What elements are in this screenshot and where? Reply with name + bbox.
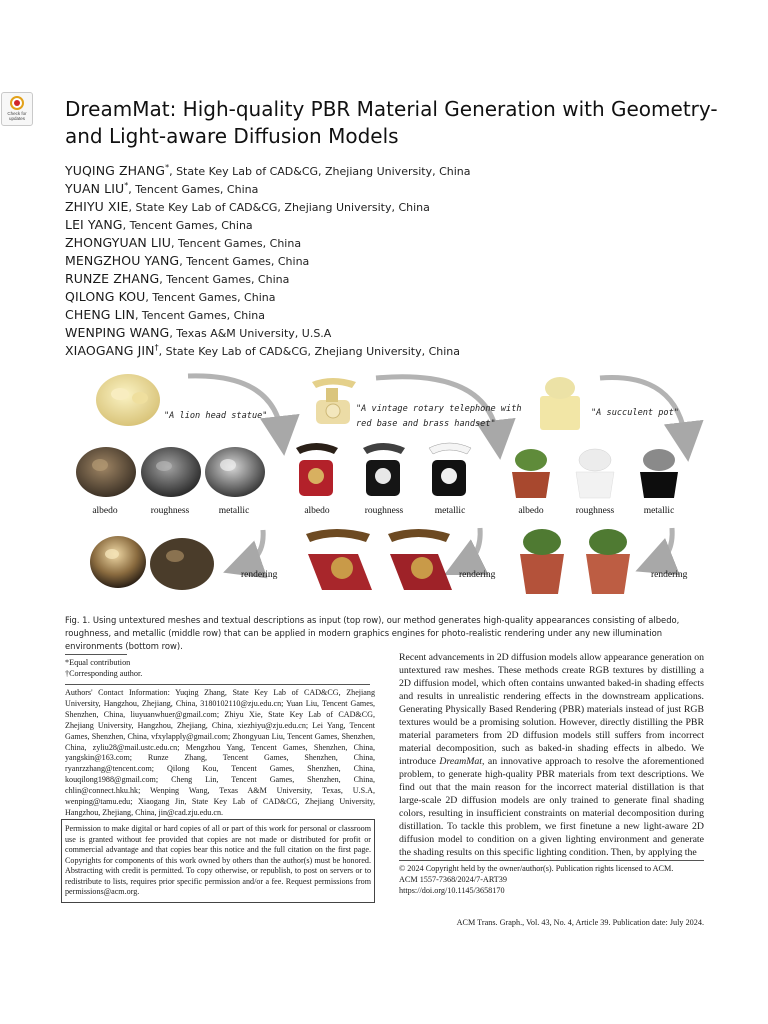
- phone-roughness: [363, 443, 405, 496]
- abstract: [399, 651, 704, 859]
- badge-text: [7, 111, 26, 121]
- author-affiliation: , Tencent Games, China: [122, 219, 253, 232]
- author-mark: *: [165, 163, 170, 172]
- phone-albedo: [296, 443, 338, 496]
- author-name: YUQING ZHANG: [65, 163, 166, 178]
- author-entry: [65, 213, 725, 231]
- author-affiliation: , Tencent Games, China: [179, 255, 310, 268]
- author-entry: [65, 285, 725, 303]
- prompt-lion: [164, 409, 267, 424]
- doi-link[interactable]: https://doi.org/10.1145/3658170: [399, 885, 505, 895]
- author-name: WENPING WANG: [65, 325, 170, 340]
- prompt-succulent: [591, 406, 679, 421]
- abstract-part1: Recent advancements in 2D diffusion models allow appearance generation on untextured raw meshes. These methods create RGB textures by distilling a 2D diffusion model, which often contains unwanted baked-in shading effects and results in unrealistic rendering effects in the downstream applications. Generating Physically Based Rendering (PBR) materials instead of just RGB textures would be a promising solution. However, directly distilling the PBR material parameters from 2D diffusion models still suffers from incorrect material decomposition, such as baked-in shading effects in albedo. We introduce: [399, 652, 704, 767]
- label-albedo-lion: albedo: [92, 506, 118, 516]
- author-name: RUNZE ZHANG: [65, 271, 160, 286]
- author-entry: [65, 321, 725, 339]
- succulent-roughness: [576, 449, 614, 498]
- lion-render-1: [90, 536, 146, 588]
- paper-title: DreamMat: High-quality PBR Material Generation with Geometry- and Light-aware Diffusion Models: [65, 97, 718, 148]
- author-affiliation: , State Key Lab of CAD&CG, Zhejiang University, China: [169, 165, 471, 178]
- label-metallic-phone: metallic: [434, 506, 466, 516]
- succulent-albedo: [512, 449, 550, 498]
- permission-notice: [61, 819, 375, 903]
- prompt-lion-line1: "A lion head statue": [164, 411, 268, 421]
- lion-arrow-bottom: [242, 530, 263, 566]
- copyright-block: [399, 864, 704, 896]
- author-mark: †: [154, 343, 159, 352]
- badge-text-line1: Check for: [7, 111, 27, 116]
- author-mark: *: [124, 181, 129, 190]
- contact-rule: [65, 684, 370, 685]
- author-entry: [65, 195, 725, 213]
- author-affiliation: , State Key Lab of CAD&CG, Zhejiang University, China: [158, 345, 461, 358]
- author-affiliation: , Tencent Games, China: [170, 237, 302, 250]
- author-entry: [65, 339, 725, 357]
- author-affiliation: , State Key Lab of CAD&CG, Zhejiang University, China: [128, 201, 430, 214]
- author-name: MENGZHOU YANG: [65, 253, 180, 268]
- prompt-telephone-line2: red base and brass handset": [356, 419, 496, 429]
- copyright-line: © 2024 Copyright held by the owner/author(s). Publication rights licensed to ACM.: [399, 864, 674, 873]
- author-entry: [65, 177, 725, 195]
- label-rendering-succulent: rendering: [651, 570, 688, 580]
- author-name: XIAOGANG JIN: [65, 343, 155, 358]
- phone-input-mesh: [312, 378, 356, 424]
- succulent-render-2: [586, 529, 630, 594]
- acm-issn-line: ACM 1557-7368/2024/7-ART39: [399, 874, 507, 884]
- lion-albedo: [76, 447, 136, 497]
- author-entry: [65, 159, 725, 177]
- succulent-metallic: [640, 449, 678, 498]
- permission-text: Permission to make digital or hard copies of all or part of this work for personal or classroom use is granted without fee provided that copies are not made or distributed for profit or commercial advantage and that copies bear this notice and the full citation on the first page. Copyrights for components of this work owned by others than the author(s) must be honored. Abstracting with credit is permitted. To copy otherwise, or republish, to post on servers or to redistribute to lists, requires prior specific permission and/or a fee. Request permissions from permissions@acm.org.: [65, 824, 371, 896]
- author-entry: [65, 231, 725, 249]
- succulent-render-1: [520, 529, 564, 594]
- phone-render-1: [306, 529, 372, 590]
- copyright-rule: [399, 860, 704, 861]
- succulent-arrow-bottom: [654, 528, 672, 564]
- label-rendering-phone: rendering: [459, 570, 496, 580]
- label-albedo-phone: albedo: [304, 506, 330, 516]
- footnote-equal-contribution: *Equal contribution: [65, 658, 131, 667]
- author-name: LEI YANG: [65, 217, 123, 232]
- author-affiliation: , Tencent Games, China: [128, 183, 259, 196]
- phone-metallic: [429, 443, 471, 496]
- succulent-input-mesh: [540, 377, 580, 430]
- authors-contact-information: Authors' Contact Information: Yuqing Zhang, State Key Lab of CAD&CG, Zhejiang University, Hangzhou, Zhejiang, China, 3180102110@zju.edu.cn; Yuan Liu, Tencent Games, Shenzhen, China, liuyuanwhuer@gmail.com; Zhiyu Xie, State Key Lab of CAD&CG, Zhejiang University, Hangzhou, Zhejiang, China, xiezhiyu@zju.edu.cn; Lei Yang, Tencent Games, Shenzhen, China, vfxylapply@gmail.com; Zhongyuan Liu, Tencent Games, Shenzhen, China, zyliu28@mail.ustc.edu.cn; Mengzhou Yang, Tencent Games, Shenzhen, China, yangskin@163.com; Runze Zhang, Tencent Games, Shenzhen, China, ryanrzzhang@tencent.com; Qilong Kou, Tencent Games, Shenzhen, China, kouqilong1988@gmail.com; Cheng Lin, Tencent Games, Shenzhen, China, chlin@connect.hku.hk; Wenping Wang, Texas A&M University, Texas, U.S.A, wenping@tamu.edu; Xiaogang Jin, State Key Lab of CAD&CG, Zhejiang University, Hangzhou, Zhejiang, China, jin@cad.zju.edu.cn.: [65, 688, 375, 817]
- lion-metallic: [205, 447, 265, 497]
- check-for-updates-badge[interactable]: [1, 92, 33, 126]
- figure-caption: Fig. 1. Using untextured meshes and textual descriptions as input (top row), our method generates high-quality appearances consisting of albedo, roughness, and metallic (middle row) that can be applied in modern graphics engines for photo-realistic rendering under any new illumination environments (bottom row).: [65, 615, 680, 651]
- author-affiliation: , Tencent Games, China: [134, 309, 266, 322]
- footnotes: [65, 657, 375, 679]
- label-roughness-succulent: roughness: [575, 506, 615, 516]
- label-roughness-lion: roughness: [150, 506, 190, 516]
- badge-text-line2: updates: [8, 116, 25, 121]
- label-roughness-phone: roughness: [364, 506, 404, 516]
- abstract-part2: , an innovative approach to resolve the aforementioned problem, to generate high-quality PBR materials from text descriptions. We find out that the main reason for the incorrect material distillation is that large-scale 2D diffusion models are only trained to generate final shading colors, resulting in insufficient constraints on material decomposition during distillation. To tackle this problem, we first finetune a new light-aware 2D diffusion model to condition on a given lighting environment and generate the shading results on this specific lighting condition. Then, by applying the: [399, 756, 705, 858]
- author-affiliation: , Tencent Games, China: [145, 291, 276, 304]
- phone-render-2: [388, 529, 452, 590]
- author-entry: [65, 249, 725, 267]
- label-metallic-lion: metallic: [218, 506, 250, 516]
- crossmark-icon: [10, 96, 24, 110]
- author-list: [65, 159, 725, 357]
- author-name: ZHIYU XIE: [65, 199, 129, 214]
- abstract-method-name: DreamMat: [439, 756, 483, 767]
- prompt-telephone: [356, 402, 522, 432]
- teaser-figure: [60, 368, 708, 598]
- lion-input-mesh: [96, 374, 160, 426]
- lion-render-2: [150, 538, 214, 590]
- author-entry: [65, 267, 725, 285]
- author-affiliation: , Texas A&M University, U.S.A: [169, 327, 332, 340]
- author-affiliation: , Tencent Games, China: [159, 273, 290, 286]
- prompt-telephone-line1: "A vintage rotary telephone with: [356, 404, 522, 414]
- prompt-succulent-line1: "A succulent pot": [591, 408, 679, 418]
- footnote-corresponding-author: †Corresponding author.: [65, 669, 143, 678]
- label-albedo-succulent: albedo: [518, 506, 544, 516]
- author-entry: [65, 303, 725, 321]
- label-rendering-lion: rendering: [241, 570, 278, 580]
- phone-arrow-bottom: [462, 528, 480, 566]
- page-footer: ACM Trans. Graph., Vol. 43, No. 4, Article 39. Publication date: July 2024.: [456, 918, 704, 927]
- author-name: QILONG KOU: [65, 289, 146, 304]
- author-name: YUAN LIU: [65, 181, 125, 196]
- lion-roughness: [141, 447, 201, 497]
- lion-arrow-top: [188, 376, 282, 436]
- author-name: ZHONGYUAN LIU: [65, 235, 171, 250]
- label-metallic-succulent: metallic: [643, 506, 675, 516]
- footnote-rule: [65, 654, 127, 655]
- author-name: CHENG LIN: [65, 307, 135, 322]
